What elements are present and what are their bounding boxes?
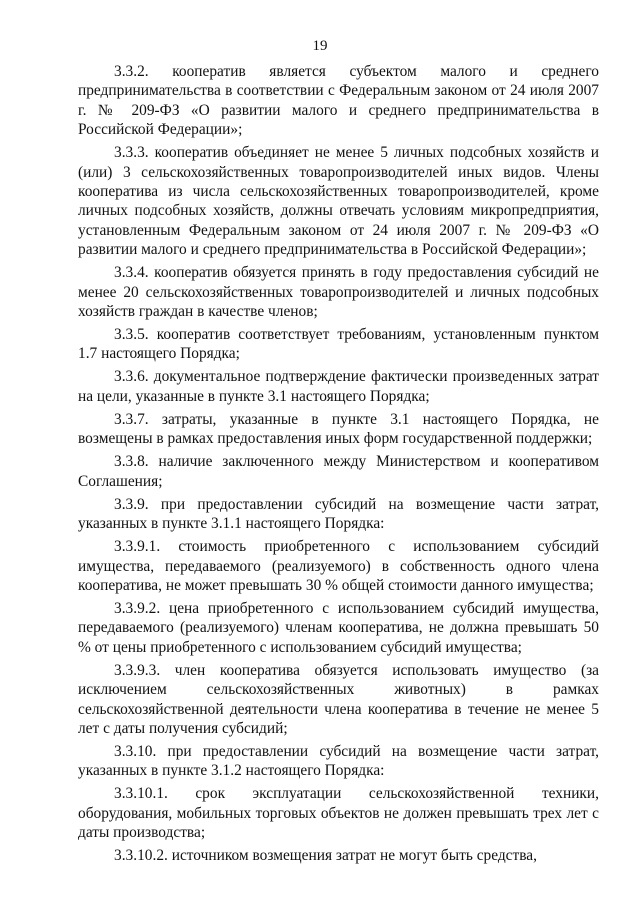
document-body — [78, 62, 599, 869]
paragraph-3-3-4: 3.3.4. кооператив обязуется принять в году предоставления субсидий не менее 20 сельскохозяйственных товаропроизводителей и личных подсобных хозяйств граждан в качестве членов; — [78, 264, 599, 321]
paragraph-3-3-6: 3.3.6. документальное подтверждение фактически произведенных затрат на цели, указанные в пункте 3.1 настоящего Порядка; — [78, 368, 599, 405]
page-number: 19 — [312, 38, 328, 54]
paragraph-3-3-10: 3.3.10. при предоставлении субсидий на возмещение части затрат, указанных в пункте 3.1.2 настоящего Порядка: — [78, 742, 599, 780]
paragraph-3-3-10-1: 3.3.10.1. срок эксплуатации сельскохозяйственной техники, оборудования, мобильных торговых объектов не должен превышать трех лет с даты производства; — [78, 785, 599, 842]
paragraph-3-3-10-2: 3.3.10.2. источником возмещения затрат не могут быть средства, — [114, 847, 537, 865]
paragraph-3-3-9-3: 3.3.9.3. член кооператива обязуется использовать имущество (за исключением сельскохозяйственных животных) в рамках сельскохозяйственной деятельности члена кооператива в течение не менее 5 лет с даты получения субсидий; — [78, 661, 599, 737]
paragraph-3-3-8: 3.3.8. наличие заключенного между Министерством и кооперативом Соглашения; — [78, 453, 599, 490]
paragraph-3-3-9-2: 3.3.9.2. цена приобретенного с использованием субсидий имущества, передаваемого (реализуемого) членам кооператива, не должна превышать 50 % от цены приобретенного с использованием субсидий имущества; — [78, 599, 599, 656]
paragraph-3-3-7: 3.3.7. затраты, указанные в пункте 3.1 настоящего Порядка, не возмещены в рамках предоставления иных форм государственной поддержки; — [78, 410, 599, 448]
paragraph-3-3-9: 3.3.9. при предоставлении субсидий на возмещение части затрат, указанных в пункте 3.1.1 настоящего Порядка: — [78, 495, 599, 533]
paragraph-3-3-5: 3.3.5. кооператив соответствует требованиям, установленным пунктом 1.7 настоящего Порядка; — [78, 326, 599, 363]
paragraph-3-3-9-1: 3.3.9.1. стоимость приобретенного с использованием субсидий имущества, передаваемого (реализуемого) в собственность одного члена кооператива, не может превышать 30 % общей стоимости данного имущества; — [78, 538, 599, 594]
paragraph-3-3-2: 3.3.2. кооператив является субъектом малого и среднего предпринимательства в соответствии с Федеральным законом от 24 июля 2007 г. № 209-ФЗ «О развитии малого и среднего предпринимательства в Российской Федерации»; — [78, 63, 599, 139]
paragraph-3-3-3: 3.3.3. кооператив объединяет не менее 5 личных подсобных хозяйств и (или) 3 сельскохозяйственных товаропроизводителей иных видов. Члены кооператива из числа сельскохозяйственных товаропроизводителей, кроме личных подсобных хозяйств, должны отвечать условиям микропредприятия, установленным Федеральным законом от 24 июля 2007 г. № 209-ФЗ «О развитии малого и среднего предпринимательства в Российской Федерации»; — [78, 144, 599, 259]
